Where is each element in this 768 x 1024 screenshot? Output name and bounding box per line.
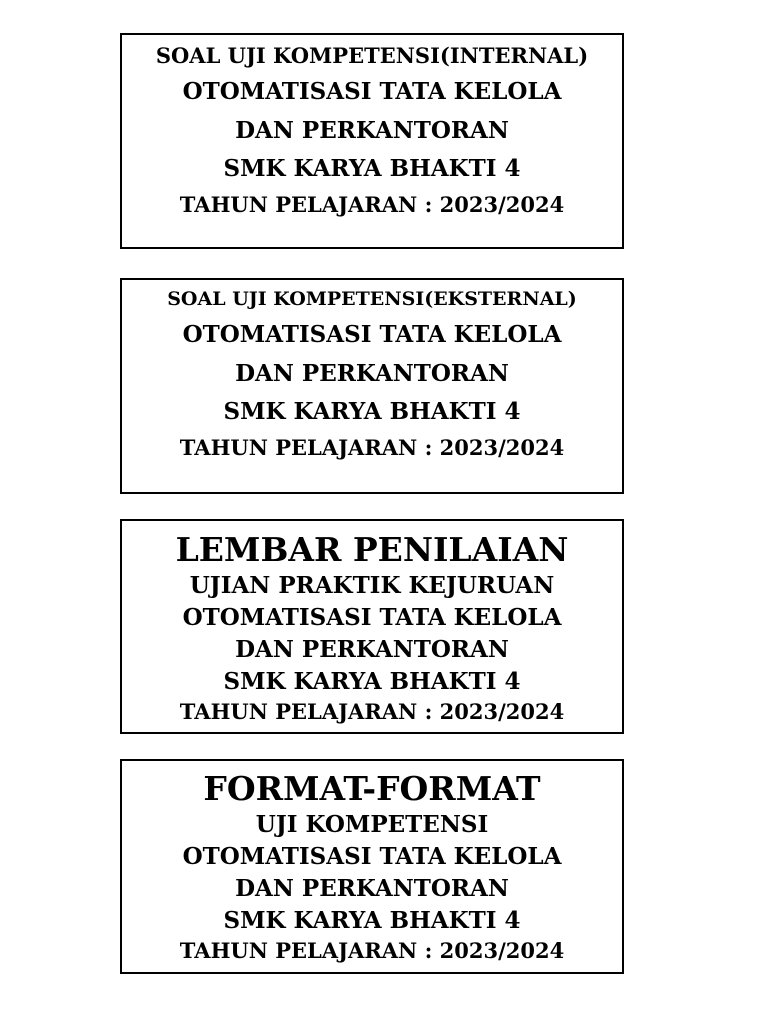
label-heading: FORMAT-FORMAT	[203, 769, 541, 808]
label-heading: SOAL UJI KOMPETENSI(EKSTERNAL)	[167, 288, 577, 310]
label-program-line2: DAN PERKANTORAN	[235, 117, 509, 144]
label-school: SMK KARYA BHAKTI 4	[223, 155, 521, 182]
label-year: TAHUN PELAJARAN : 2023/2024	[179, 192, 565, 217]
label-program-line1: OTOMATISASI TATA KELOLA	[182, 78, 562, 105]
label-program-line2: DAN PERKANTORAN	[235, 875, 509, 902]
label-program-line1: OTOMATISASI TATA KELOLA	[182, 321, 562, 348]
label-program-line1: OTOMATISASI TATA KELOLA	[182, 843, 562, 870]
label-box-lembar-penilaian	[120, 519, 624, 734]
label-school: SMK KARYA BHAKTI 4	[223, 907, 521, 934]
label-program-line2: DAN PERKANTORAN	[235, 636, 509, 663]
label-heading: SOAL UJI KOMPETENSI(INTERNAL)	[155, 43, 589, 68]
label-school: SMK KARYA BHAKTI 4	[223, 398, 521, 425]
label-box-format-format	[120, 759, 624, 974]
label-heading: LEMBAR PENILAIAN	[175, 530, 569, 569]
label-subheading: UJI KOMPETENSI	[255, 811, 489, 838]
label-program-line1: OTOMATISASI TATA KELOLA	[182, 604, 562, 631]
label-year: TAHUN PELAJARAN : 2023/2024	[179, 699, 565, 724]
label-subheading: UJIAN PRAKTIK KEJURUAN	[189, 572, 555, 599]
label-box-internal	[120, 33, 624, 249]
label-box-eksternal	[120, 278, 624, 494]
label-school: SMK KARYA BHAKTI 4	[223, 668, 521, 695]
label-year: TAHUN PELAJARAN : 2023/2024	[179, 938, 565, 963]
label-year: TAHUN PELAJARAN : 2023/2024	[179, 435, 565, 460]
label-program-line2: DAN PERKANTORAN	[235, 360, 509, 387]
